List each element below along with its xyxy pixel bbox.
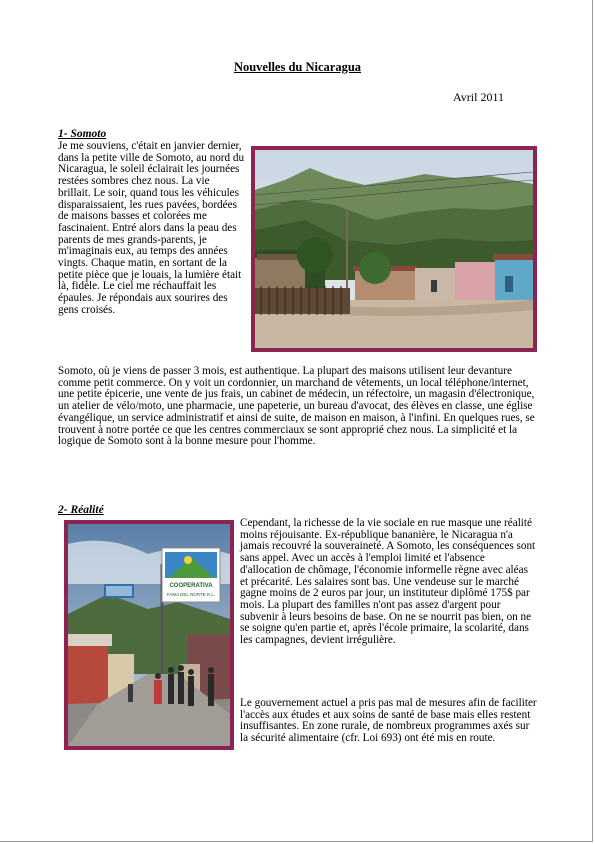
- market-street-image: [68, 524, 230, 746]
- somoto-street-image: [255, 150, 533, 348]
- sign-text-line-2: FAMA DEL NORTE R.L.: [166, 592, 216, 597]
- section-2-heading: 2- Réalité: [58, 504, 104, 516]
- sign-text-line-1: COOPERATIVA: [169, 583, 213, 589]
- section-2-paragraph-1: Cependant, la richesse de la vie sociale en rue masque une réalité moins réjouisante. Ex-république bananière, le Nicaragua n'a jamais recouvré la souveraineté. A Somoto, les conséquences sont sans appel. Avec un accès à l'emploi limité et l'absence d'allocation de chômage, l'économie informelle règne avec aléas et précarité. Les salaires sont bas. Une vendeuse sur le marché gagne moins de 2 euros par jour, un instituteur diplômé 175$ par mois. La plupart des familles n'ont pas assez d'argent pour subvenir à leurs besoins de base. On ne se nourrit pas bien, on ne se soigne qu'en partie et, après l'école primaire, la scolarité, dans les campagnes, devient irrégulière.: [240, 517, 536, 647]
- section-1-heading: 1- Somoto: [58, 128, 107, 140]
- section-1-paragraph-1: Je me souviens, c'était en janvier dernier, dans la petite ville de Somoto, au nord du Nicaragua, le soleil éclairait les journées restées sombres chez nous. La vie brillait. Le soir, quand tous les véhicules disparaissaient, les rues pavées, bordées de maisons basses et colorées me fascinaient. Entré alors dans la peau des parents de mes grands-parents, je m'imaginais eux, au temps des années vingts. Chaque matin, en sortant de la petite pièce que je louais, la lumière était là, fidèle. Le ciel me réchauffait les épaules. Je répondais aux sourires des gens croisés.: [58, 140, 245, 316]
- section-1-paragraph-2: Somoto, où je viens de passer 3 mois, est authentique. La plupart des maisons utilisent leur devanture comme petit commerce. On y voit un cordonnier, un marchand de vêtements, un local téléphone/internet, une petite épicerie, une vente de jus frais, un cabinet de médecin, un réfectoire, un magasin d'électronique, un atelier de vélo/moto, une pharmacie, une papeterie, un bureau d'avocat, des élèves en classe, une église évangélique, un service administratif et ainsi de suite, de maison en maison, à l'infini. En quelques rues, se trouvent à notre portée ce que les centres commerciaux se sont approprié chez nous. La simplicité et la logique de Somoto sont à la bonne mesure pour l'homme.: [58, 365, 535, 448]
- somoto-street-photo: [251, 146, 537, 352]
- section-2-paragraph-2: Le gouvernement actuel a pris pas mal de mesures afin de faciliter l'accès aux études et aux soins de santé de base mais elles restent insuffisantes. En zone rurale, de nombreux programmes axés sur la sécurité alimentaire (cfr. Loi 693) ont été mis en route.: [240, 697, 537, 745]
- document-date: Avril 2011: [453, 90, 504, 104]
- page-title: Nouvelles du Nicaragua: [233, 60, 362, 74]
- somoto-market-street-photo: [64, 520, 234, 750]
